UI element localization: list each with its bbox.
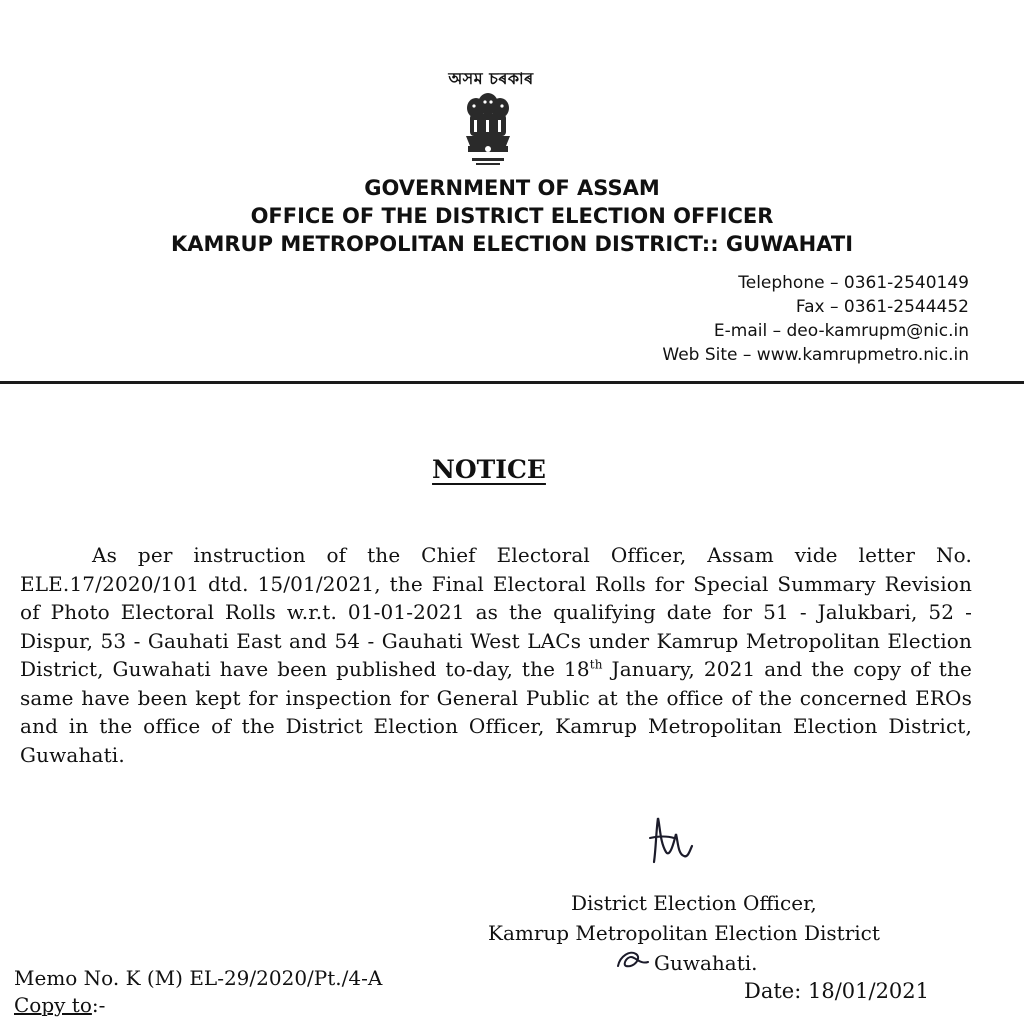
notice-body-part1: As per instruction of the Chief Electoral Officer, Assam vide letter No. ELE.17/2020/101 dtd. 15/01/2021, the Final Electoral Rolls for Special Summary Revision of Photo Electoral Rolls w.r.t. 01-01-2021 as the qualifying date for 51 - Jalukbari, 52 - Dispur, 53 - Gauhati East and 54 - Gauhati West LACs under Kamrup Metropolitan Election District, Guwahati have been published to-day, the 18: [20, 543, 972, 681]
state-government-label: অসম চৰকাৰ: [448, 69, 534, 88]
notice-date: Date: 18/01/2021: [744, 979, 930, 1003]
government-title: GOVERNMENT OF ASSAM: [364, 176, 660, 200]
email: E-mail – deo-kamrupm@nic.in: [713, 321, 969, 341]
handwritten-signature-icon: [640, 812, 700, 872]
initial-mark-icon: [612, 944, 652, 974]
national-emblem-icon: [456, 92, 520, 172]
notice-body-superscript: th: [589, 657, 603, 672]
notice-body: [20, 541, 972, 769]
district-title: KAMRUP METROPOLITAN ELECTION DISTRICT:: GUWAHATI: [170, 232, 854, 256]
telephone: Telephone – 0361-2540149: [738, 273, 969, 293]
notice-body-part2: January, 2021 and the copy of the same have been kept for inspection for General Public at the office of the concerned EROs and in the office of the District Election Officer, Kamrup Metropolitan Election District, Guwahati.: [20, 657, 973, 767]
signatory-block: [470, 888, 970, 978]
website: Web Site – www.kamrupmetro.nic.in: [662, 345, 969, 365]
fax: Fax – 0361-2544452: [795, 297, 969, 317]
memo-number: Memo No. K (M) EL-29/2020/Pt./4-A: [14, 966, 383, 990]
office-heading: [0, 174, 1024, 258]
signatory-designation: District Election Officer,: [571, 891, 817, 915]
signatory-district: Kamrup Metropolitan Election District: [488, 921, 880, 945]
office-title: OFFICE OF THE DISTRICT ELECTION OFFICER: [250, 204, 774, 228]
contact-details: [662, 271, 969, 367]
copy-to-suffix: :-: [91, 993, 106, 1017]
copy-to-label: [14, 991, 105, 1019]
notice-title: NOTICE: [432, 455, 546, 484]
signatory-place: Guwahati.: [654, 951, 758, 975]
copy-to-text: Copy to: [14, 993, 92, 1017]
header-divider: [0, 381, 1024, 384]
